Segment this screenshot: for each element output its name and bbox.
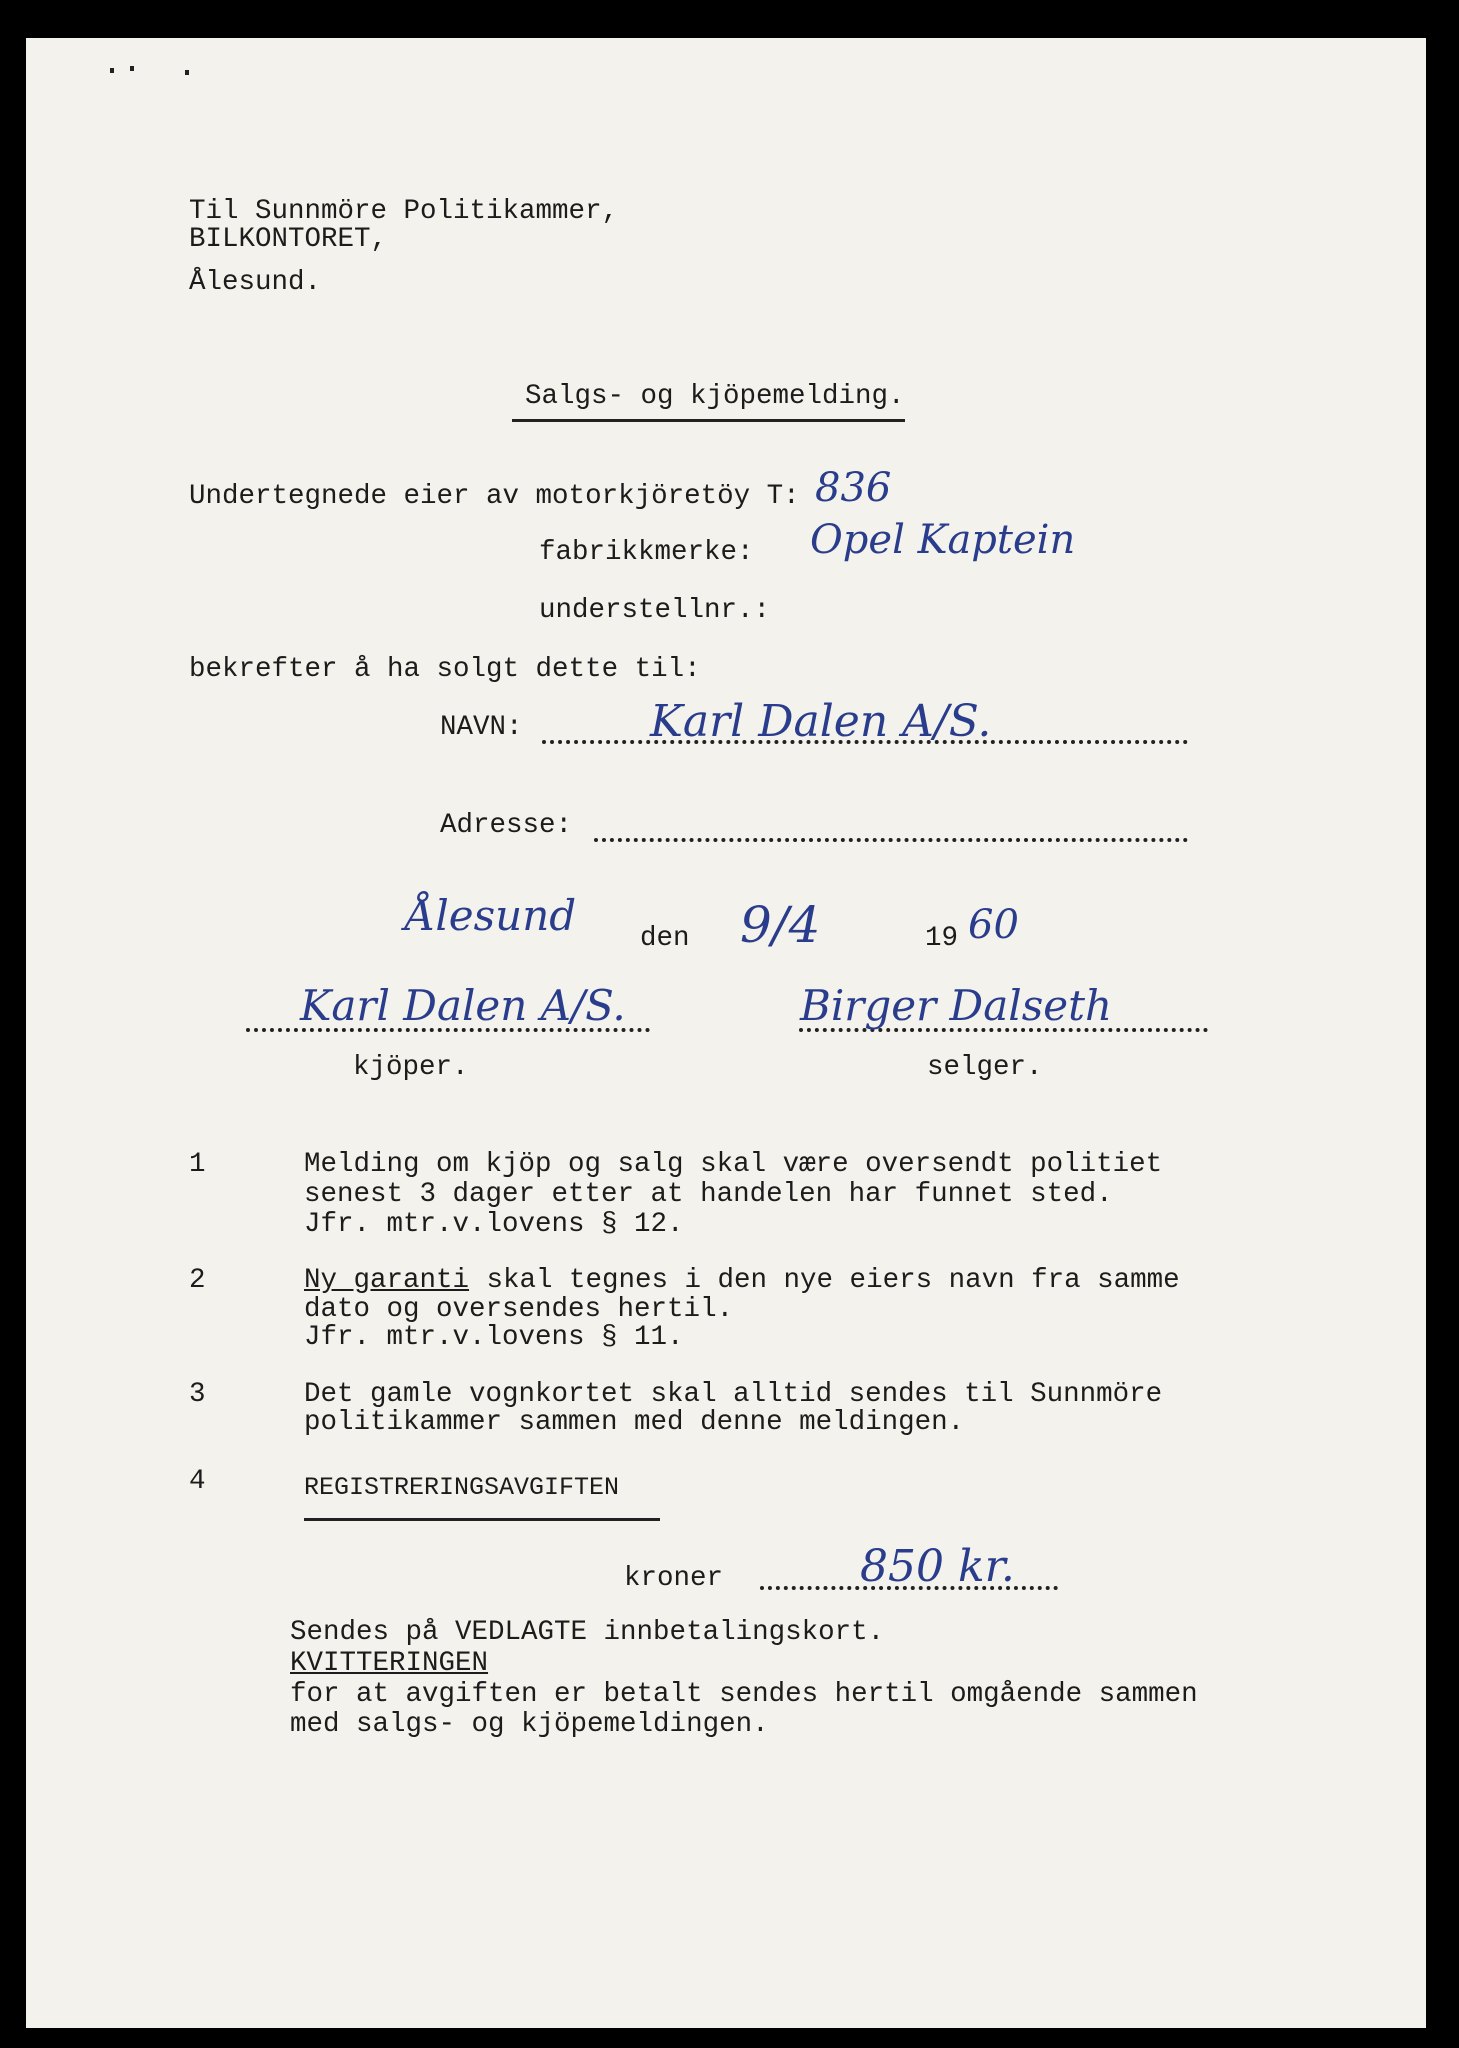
note-number: 1 xyxy=(189,1149,206,1180)
vehicle-label: Undertegnede eier av motorkjöretöy T: xyxy=(189,481,800,512)
footer-line-4: med salgs- og kjöpemeldingen. xyxy=(290,1709,769,1740)
note-2-underlined: Ny garanti xyxy=(304,1265,470,1296)
note-number: 2 xyxy=(189,1265,206,1296)
punch-mark xyxy=(110,68,114,73)
name-handwritten: Karl Dalen A/S. xyxy=(650,696,992,747)
fee-handwritten: 850 kr. xyxy=(860,1541,1015,1592)
recipient-line-2: BILKONTORET, xyxy=(189,224,388,255)
address-dotted-line xyxy=(594,838,1188,842)
title-underline xyxy=(512,419,905,422)
punch-mark xyxy=(185,70,189,75)
year-handwritten: 60 xyxy=(968,902,1019,948)
note-number: 3 xyxy=(189,1379,206,1410)
footer-line-3: for at avgiften er betalt sendes hertil omgående sammen xyxy=(290,1679,1198,1710)
note-1-line-2: senest 3 dager etter at handelen har funnet sted. xyxy=(304,1179,1113,1210)
date-label: den xyxy=(640,923,690,954)
note-2-line-2: dato og oversendes hertil. xyxy=(304,1294,734,1325)
place-handwritten: Ålesund xyxy=(405,891,577,940)
note-2-line-3: Jfr. mtr.v.lovens § 11. xyxy=(304,1322,684,1353)
fee-heading-underline xyxy=(304,1518,660,1521)
year-prefix: 19 xyxy=(925,923,959,954)
document-title: Salgs- og kjöpemelding. xyxy=(525,381,905,412)
recipient-line-1: Til Sunnmöre Politikammer, xyxy=(189,196,619,227)
footer-line-1: Sendes på VEDLAGTE innbetalingskort. xyxy=(290,1617,885,1648)
note-1-line-1: Melding om kjöp og salg skal være oversendt politiet xyxy=(304,1149,1163,1180)
fee-label: kroner xyxy=(624,1563,724,1594)
footer-line-2: KVITTERINGEN xyxy=(290,1648,489,1679)
sold-to-label: bekrefter å ha solgt dette til: xyxy=(189,654,701,685)
vehicle-number-handwritten: 836 xyxy=(815,465,892,511)
make-handwritten: Opel Kaptein xyxy=(810,517,1076,563)
note-1-line-3: Jfr. mtr.v.lovens § 12. xyxy=(304,1209,684,1240)
note-3-line-1: Det gamle vognkortet skal alltid sendes til Sunnmöre xyxy=(304,1379,1163,1410)
name-label: NAVN: xyxy=(440,712,523,743)
chassis-label: understellnr.: xyxy=(539,595,771,626)
seller-signature: Birger Dalseth xyxy=(800,981,1113,1030)
note-2-line-1: skal tegnes i den nye eiers navn fra samme xyxy=(470,1265,1180,1296)
buyer-signature: Karl Dalen A/S. xyxy=(300,981,626,1030)
address-label: Adresse: xyxy=(440,810,573,841)
note-number: 4 xyxy=(189,1466,206,1497)
note-3-line-2: politikammer sammen med denne meldingen. xyxy=(304,1407,965,1438)
make-label: fabrikkmerke: xyxy=(539,537,754,568)
punch-mark xyxy=(130,66,134,71)
recipient-line-3: Ålesund. xyxy=(189,267,322,298)
buyer-label: kjöper. xyxy=(353,1052,469,1083)
date-handwritten: 9/4 xyxy=(740,896,821,954)
fee-heading: REGISTRERINGSAVGIFTEN xyxy=(304,1473,620,1502)
seller-label: selger. xyxy=(927,1052,1043,1083)
